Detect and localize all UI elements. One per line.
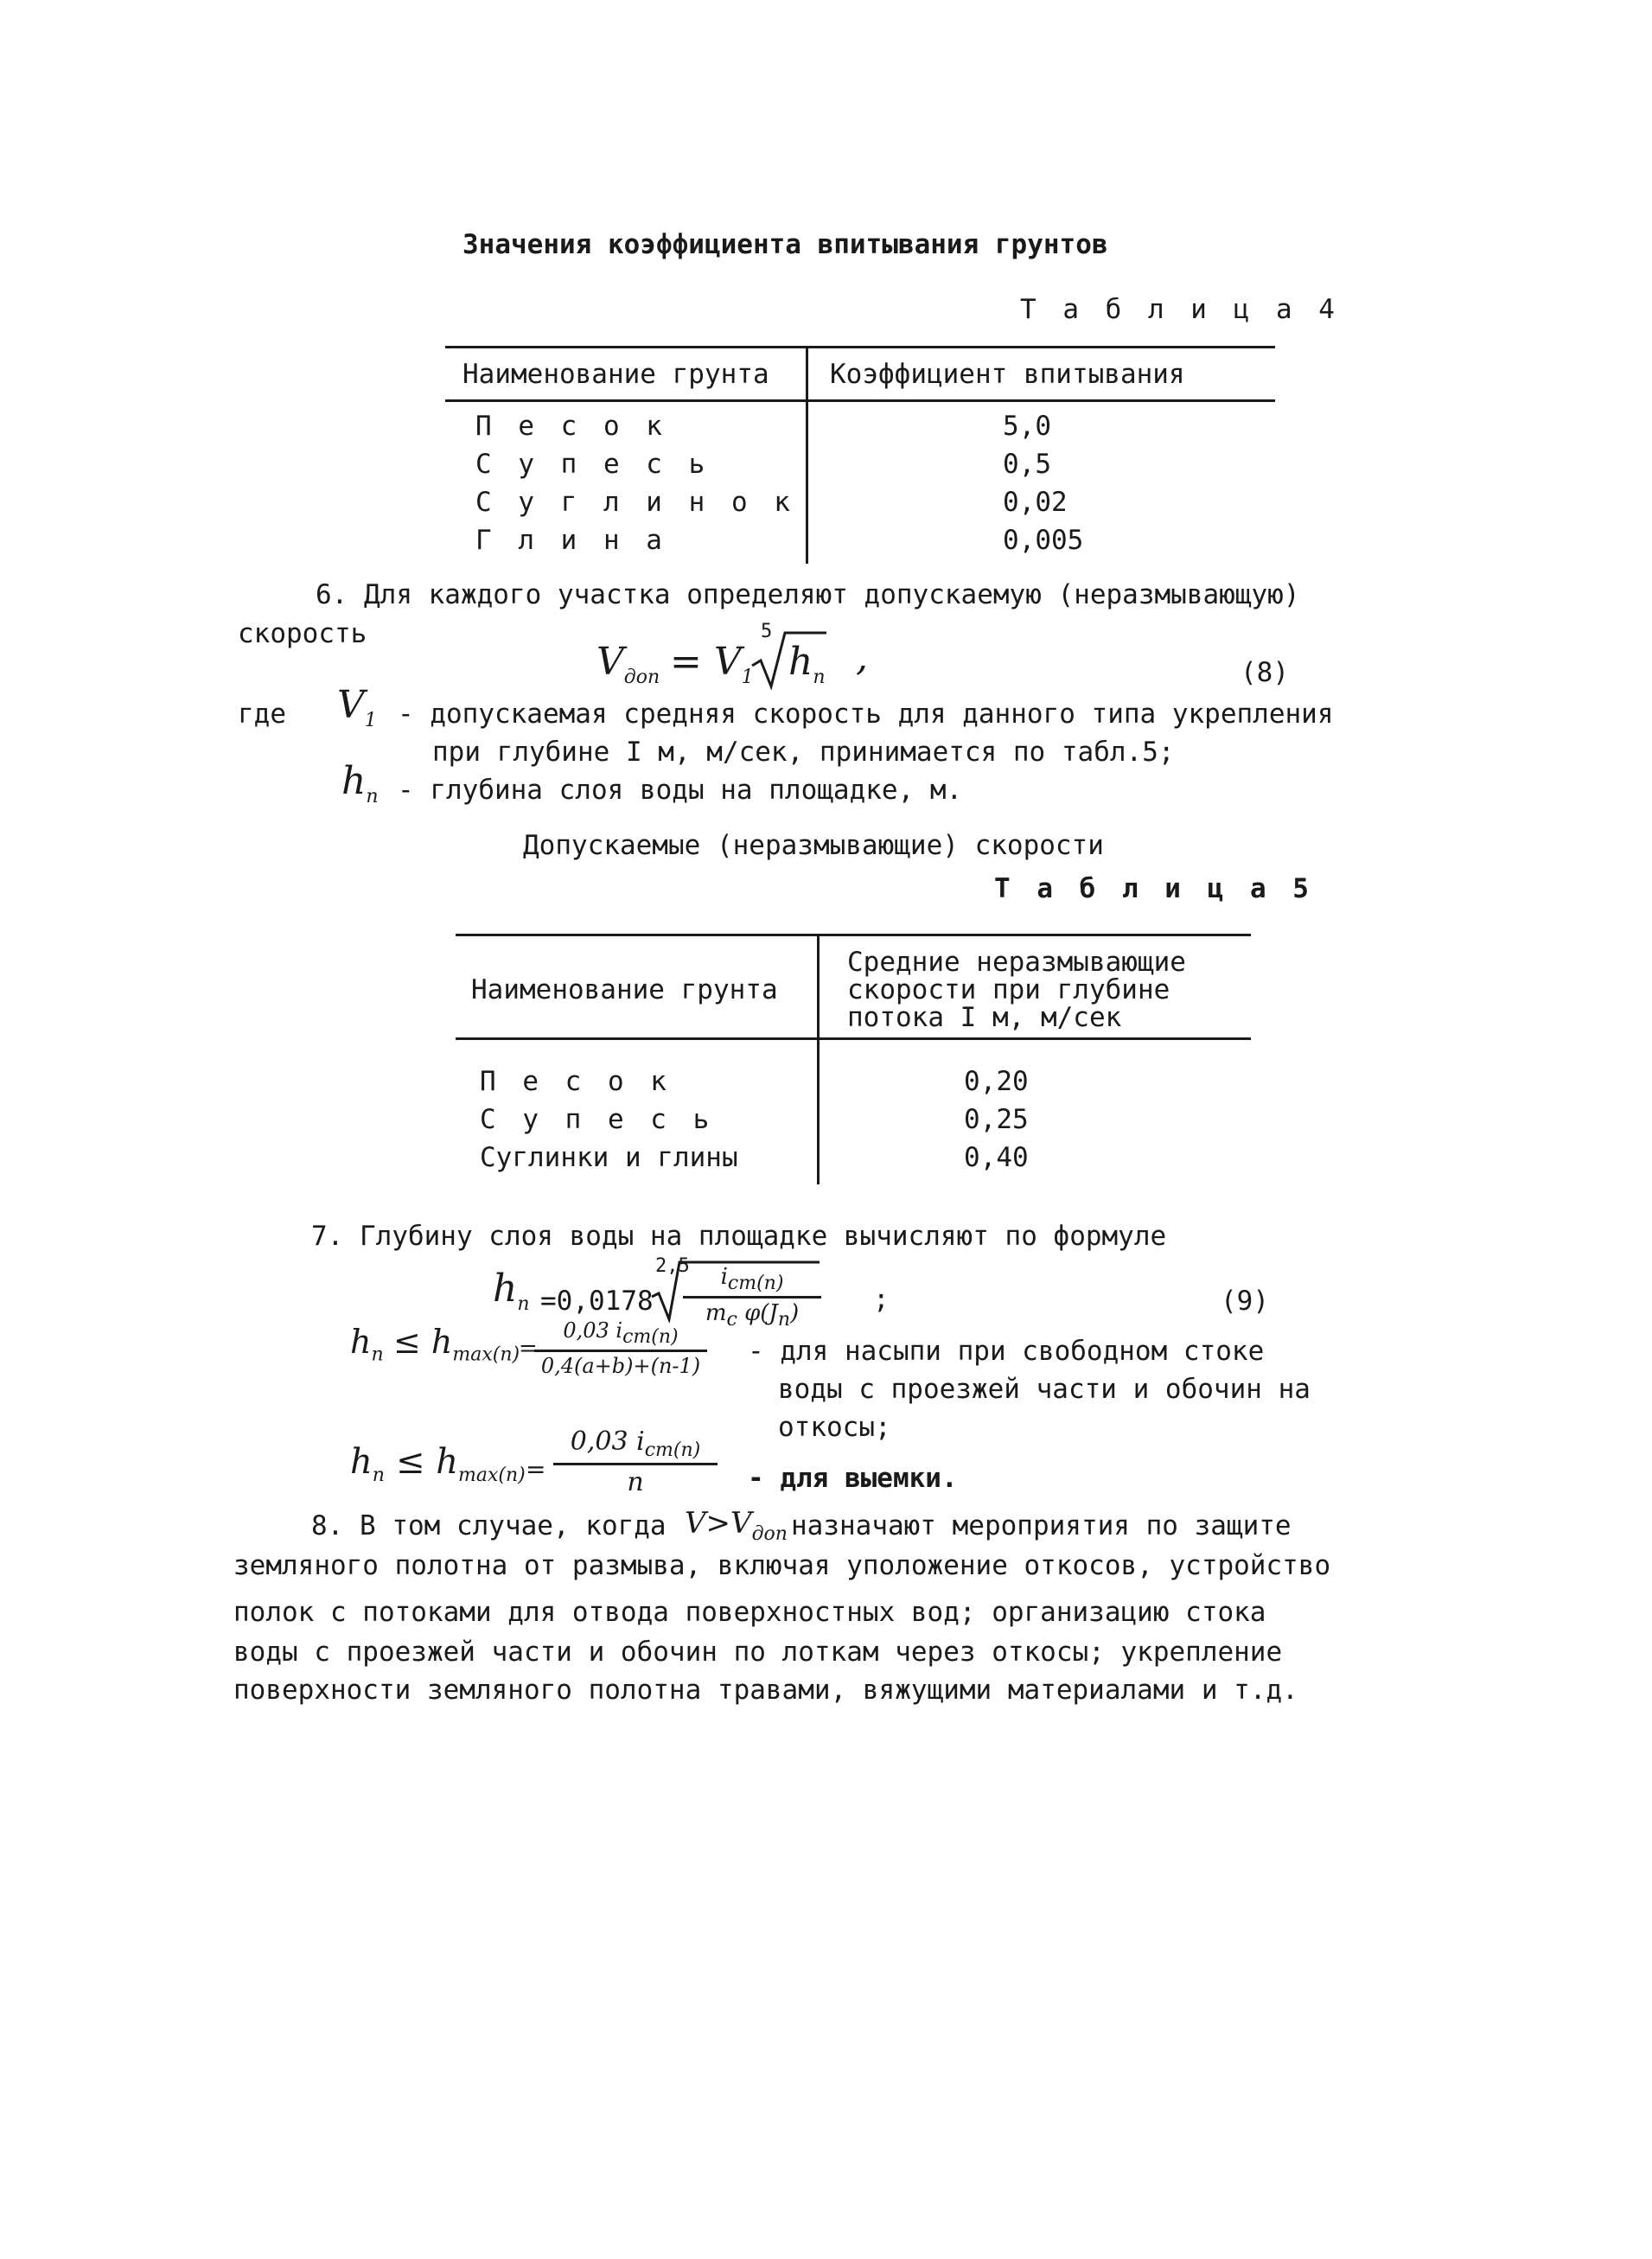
table4-row-value: 0,5 xyxy=(1003,449,1051,480)
cond1-numerator: 0,03 $i_{cm(n)}$ xyxy=(534,1318,707,1352)
formula9-semicolon: ; xyxy=(873,1284,890,1315)
cond1-description-line1: - для насыпи при свободном стоке xyxy=(748,1336,1265,1367)
para6-line1: 6. Для каждого участка определяют допускаемую (неразмывающую) xyxy=(316,579,1300,610)
v1-symbol: $V_1$ xyxy=(337,683,377,731)
cond1-denominator: 0,4(a+b)+(n-1) xyxy=(540,1353,701,1378)
table4-row-name: П е с о к xyxy=(475,411,667,442)
table5-row-name: П е с о к xyxy=(480,1066,672,1097)
table5-column-divider xyxy=(817,935,820,1184)
hn-description: - глубина слоя воды на площадке, м. xyxy=(398,775,963,806)
cond1-lhs: $h_п$ xyxy=(350,1323,384,1366)
table5-row-name: С у п е с ь xyxy=(480,1104,715,1135)
table5-header-name: Наименование грунта xyxy=(471,974,778,1005)
table5-caption: Допускаемые (неразмывающие) скорости xyxy=(523,830,1104,861)
table4-row-name: Г л и н а xyxy=(475,525,667,556)
para8-line1-start: 8. В том случае, когда xyxy=(311,1510,667,1541)
para8-line4: воды с проезжей части и обочин по лоткам через откосы; укрепление xyxy=(233,1637,1283,1668)
table5-header-value xyxy=(847,948,1186,1031)
cond2-equals: = xyxy=(526,1455,546,1484)
formula8-lhs: $V_{доп}$ xyxy=(596,640,660,688)
table5-top-rule xyxy=(456,934,1251,936)
para8-line5: поверхности земляного полотна травами, вяжущими материалами и т.д. xyxy=(233,1675,1298,1706)
table4-row-value: 5,0 xyxy=(1003,411,1051,442)
cond1-fraction xyxy=(534,1318,707,1378)
formula9-root-index: 2,5 xyxy=(655,1255,690,1277)
where-label: где xyxy=(238,699,286,730)
cond2-description: - для выемки. xyxy=(748,1463,958,1494)
formula9-numerator: $i_{cm(n)}$ xyxy=(683,1264,821,1299)
cond1-equals: = xyxy=(519,1336,538,1362)
cond2-denominator: n xyxy=(627,1467,644,1497)
table4-top-rule xyxy=(445,346,1275,348)
hn-symbol: $h_п$ xyxy=(341,759,379,807)
table4-row-value: 0,02 xyxy=(1003,487,1068,518)
v1-description-line1: - допускаемая средняя скорость для данного типа укрепления xyxy=(398,699,1334,730)
table5-header-value-line: скорости при глубине xyxy=(847,974,1170,1005)
cond2-numerator: 0,03 $i_{cm(n)}$ xyxy=(553,1426,718,1465)
table5-row-name: Суглинки и глины xyxy=(480,1142,738,1173)
table5-header-rule xyxy=(456,1037,1251,1040)
formula8-root-body: $h_п$ xyxy=(788,640,826,688)
table4-caption: Значения коэффициента впитывания грунтов xyxy=(462,229,1108,260)
formula9-coefficient: =0,0178 xyxy=(540,1286,654,1317)
table5-header-value-line: Средние неразмывающие xyxy=(847,947,1186,978)
cond1-description-line2: воды с проезжей части и обочин на xyxy=(778,1374,1311,1405)
cond2-lhs: $h_п$ xyxy=(350,1442,385,1486)
para6-line2: скорость xyxy=(238,618,367,649)
cond2-operator: ≤ $h_{max(n)}$ xyxy=(396,1442,526,1486)
table4-label: Т а б л и ц а 4 xyxy=(1020,294,1340,325)
para8-condition: $V>V_{доп}$ xyxy=(685,1506,788,1545)
table4-row-value: 0,005 xyxy=(1003,525,1084,556)
formula8-rhs-coef: = $V_1$ xyxy=(670,640,754,688)
cond1-description-line3: откосы; xyxy=(778,1412,891,1443)
formula9-denominator: $m_c$ $\varphi(J_п)$ xyxy=(705,1300,800,1331)
table4-header-rule xyxy=(445,399,1275,402)
table4-row-name: С у п е с ь xyxy=(475,449,711,480)
table4-row-name: С у г л и н о к xyxy=(475,487,795,518)
table5-row-value: 0,20 xyxy=(964,1066,1029,1097)
table5-row-value: 0,40 xyxy=(964,1142,1029,1173)
formula9-lhs: $h_п$ xyxy=(493,1267,530,1315)
table5-row-value: 0,25 xyxy=(964,1104,1029,1135)
formula9-number: (9) xyxy=(1221,1286,1269,1317)
cond1-operator: ≤ $h_{max(n)}$ xyxy=(393,1323,520,1366)
table4-column-divider xyxy=(806,348,808,564)
formula8-root-index: 5 xyxy=(761,621,773,642)
v1-description-line2: при глубине I м, м/сек, принимается по табл.5; xyxy=(432,737,1175,768)
formula8-number: (8) xyxy=(1241,657,1289,688)
table4-header-name: Наименование грунта xyxy=(462,359,769,390)
para8-line3: полок с потоками для отвода поверхностных вод; организацию стока xyxy=(233,1597,1266,1628)
table5-label: Т а б л и ц а 5 xyxy=(994,873,1314,904)
para8-line1-end: назначают мероприятия по защите xyxy=(791,1510,1292,1541)
cond2-fraction xyxy=(553,1426,718,1497)
para8-line2: земляного полотна от размыва, включая уположение откосов, устройство xyxy=(233,1550,1331,1581)
table4-header-coef: Коэффициент впитывания xyxy=(830,359,1185,390)
para7-line1: 7. Глубину слоя воды на площадке вычисляют по формуле xyxy=(311,1221,1167,1252)
formula8-comma: , xyxy=(856,635,868,680)
table5-header-value-line: потока I м, м/сек xyxy=(847,1002,1122,1033)
